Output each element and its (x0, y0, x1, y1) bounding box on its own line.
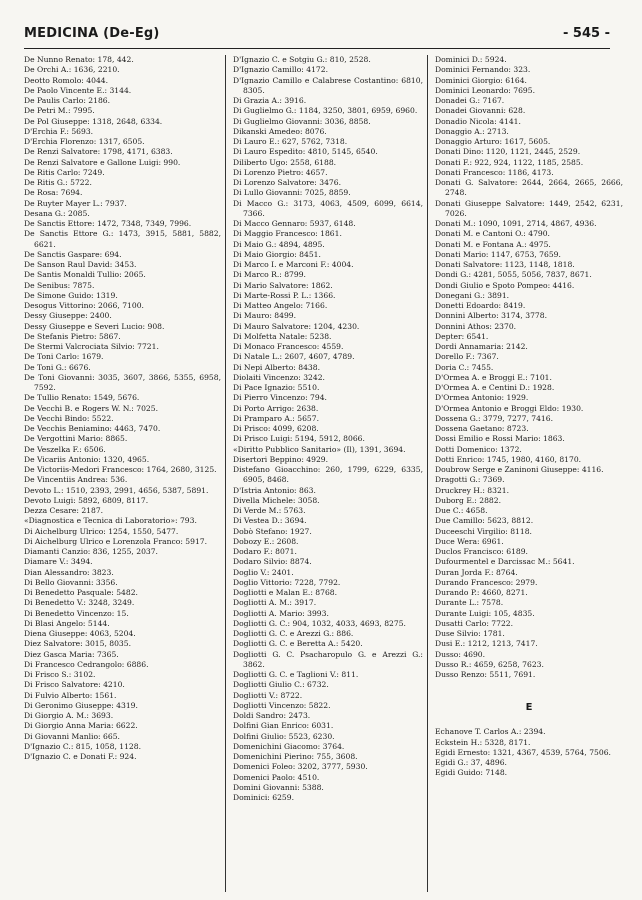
index-entry: Desogus Vittorino: 2066, 7100. (24, 301, 144, 310)
index-entry: Deotto Romolo: 4044. (24, 75, 109, 85)
index-entry: Domenici Paolo: 4510. (233, 772, 320, 782)
index-entry: Di Lorenzo Pietro: 4657. (233, 167, 328, 177)
index-entry: De Toni Carlo: 1679. (24, 352, 104, 362)
page-number: - 545 - (563, 26, 610, 41)
index-entry: De Toni G.: 6676. (24, 362, 91, 372)
index-entry: De Paolo Vincente E.: 3144. (24, 85, 132, 95)
index-entry: De Vicariis Antonio: 1320, 4965. (24, 454, 150, 464)
index-entry: Dominici D.: 5924. (435, 55, 507, 64)
index-entry: Di Lauro Espedito: 4810, 5145, 6540. (233, 147, 378, 157)
index-entry: Egidi Ernesto: 1321, 4367, 4539, 5764, 7506. (435, 747, 611, 757)
index-entry: Di Pace Ignazio: 5510. (233, 383, 320, 392)
index-entry: Duclos Francisco: 6189. (435, 547, 528, 556)
index-entry: Dondi G.: 4281, 5055, 5056, 7837, 8671. (435, 270, 592, 280)
index-entry: Doldi Sandro: 2473. (233, 711, 311, 720)
index-entry: Domini Giovanni: 5388. (233, 782, 324, 792)
index-entry: De Stermi Valcrociata Silvio: 7721. (24, 342, 159, 351)
index-entry: Dusso: 4690. (435, 649, 486, 659)
index-entry: Di Aichelburg Ulrico e Lorenzola Franco: 5917. (24, 536, 208, 546)
index-entry: De Veszelka F.: 6506. (24, 444, 106, 454)
index-entry: Dogliotti G. C. e Beretta A.: 5420. (233, 639, 363, 649)
index-entry: Donaggio Arturo: 1617, 5605. (435, 137, 551, 146)
index-entry: Di Maggio Francesco: 1861. (233, 229, 342, 239)
index-entry: Di Lorenzo Salvatore: 3476. (233, 178, 341, 187)
index-entry: Dossena G.: 3779, 7277, 7416. (435, 413, 554, 423)
index-entry: De Orchi A.: 1636, 2210. (24, 65, 120, 75)
page-title: MEDICINA (De-Eg) (24, 26, 160, 41)
index-entry: D'Ignazio C. e Sotgiu G.: 810, 2528. (233, 55, 371, 64)
index-entry: Di Porto Arrigo: 2638. (233, 403, 319, 413)
index-entry: Donati Dino: 1120, 1121, 2445, 2529. (435, 147, 581, 157)
index-entry: De Stefanis Pietro: 5867. (24, 331, 121, 341)
index-entry: Donati M. e Fontana A.: 4975. (435, 239, 551, 249)
index-entry: Di Mauro: 8499. (233, 311, 297, 321)
index-entry: Di Grazia A.: 3916. (233, 96, 307, 105)
index-entry: Di Pierro Vincenzo: 794. (233, 393, 327, 403)
index-entry: D'Ignazio C. e Donati F.: 924. (24, 752, 137, 761)
index-entry: Di Maio Giorgio: 8451. (233, 249, 321, 259)
index-entry: Di Prisco: 4099, 6208. (233, 424, 319, 433)
index-entry: Doubrow Serge e Zaninoni Giuseppe: 4116. (435, 465, 604, 474)
index-entry: Duborg E.: 2882. (435, 495, 501, 505)
index-entry: De Renzi Salvatore: 1798, 4171, 6383. (24, 147, 173, 157)
index-entry: De Pol Giuseppe: 1318, 2648, 6334. (24, 116, 163, 126)
index-entry: D'Ignazio Camillo e Calabrese Costantino: 6810, 8305. (233, 75, 423, 95)
index-entry: Di Giorgio Anna Maria: 6622. (24, 721, 138, 731)
index-entry: Duceeschi Virgilio: 8118. (435, 526, 532, 536)
index-entry: Dominici Fernando: 323. (435, 65, 531, 75)
index-entry: De Sanctis Ettore G.: 1473, 3915, 5881, 5882, 6621. (24, 229, 221, 249)
page-header (24, 26, 610, 44)
index-entry: Druckrey H.: 8321. (435, 485, 510, 495)
index-entry: Dusatti Carlo: 7722. (435, 618, 514, 628)
index-entry: D'Ormea A. e Centini D.: 1928. (435, 383, 555, 392)
index-entry: Dogliotti G. C.: 904, 1032, 4033, 4693, 8275. (233, 618, 406, 628)
index-entry: Diena Giuseppe: 4063, 5204. (24, 629, 136, 638)
index-entry: Durando P.: 4660, 8271. (435, 588, 528, 597)
index-entry: Devoto Luigi: 5892, 6809, 8117. (24, 495, 149, 505)
index-entry: Diez Salvatore: 3015, 8035. (24, 639, 132, 649)
index-entry: Dessy Giuseppe e Severi Lucio: 908. (24, 321, 165, 331)
index-entry: De Santis Monaldi Tullio: 2065. (24, 270, 146, 280)
index-entry: De Ritis G.: 5722. (24, 178, 92, 187)
index-entry: Donadio Nicola: 4141. (435, 116, 521, 126)
index-entry: Di Giorgio A. M.: 3693. (24, 711, 114, 720)
index-entry: D'Ormea Antonio e Broggi Eldo: 1930. (435, 403, 584, 413)
index-entry: Domenichini Pierino: 755, 3608. (233, 752, 358, 761)
index-entry: Dolfini Gian Enrico: 6031. (233, 721, 334, 731)
index-entry: D'Istria Antonio: 863. (233, 485, 316, 495)
index-column-3-e-entries (435, 727, 623, 778)
index-entry: De Toni Giovanni: 3035, 3607, 3866, 5355, 6958, 7592. (24, 372, 221, 392)
index-entry: De Vecchi Bindo: 5522. (24, 413, 114, 423)
index-entry: Due Camillo: 5623, 8812. (435, 516, 534, 526)
index-entry: De Tullio Renato: 1549, 5676. (24, 393, 140, 403)
index-entry: De Ruyter Mayer L.: 7937. (24, 198, 127, 208)
index-entry: Donadei Giovanni: 628. (435, 106, 526, 116)
index-entry: Doglio V.: 2401. (233, 567, 294, 577)
index-entry: Di Frisco Salvatore: 4210. (24, 680, 125, 690)
index-entry: Di Nepi Alberto: 8438. (233, 362, 321, 372)
index-entry: Donetti Edoardo: 8419. (435, 301, 526, 310)
index-column-2 (225, 55, 423, 892)
index-entry: Di Bello Giovanni: 3356. (24, 577, 118, 587)
index-entry: Donati M. e Cantoni O.: 4790. (435, 229, 550, 239)
index-columns (24, 55, 623, 892)
index-entry: Di Marte-Rossi P. L.: 1366. (233, 290, 336, 300)
index-entry: Dondi Giulio e Spoto Pompeo: 4416. (435, 280, 575, 290)
index-entry: Di Mario Salvatore: 1862. (233, 280, 333, 290)
index-entry: Due C.: 4658. (435, 506, 488, 515)
index-entry: Durando Francesco: 2979. (435, 577, 538, 587)
index-entry: Donnini Athos: 2370. (435, 321, 517, 331)
index-entry: Di Marco I. e Marconi F.: 4004. (233, 260, 354, 269)
index-entry: Desana G.: 2085. (24, 208, 90, 218)
index-entry: Dogliotti A. M.: 3917. (233, 598, 317, 608)
index-entry: Di Verde M.: 5763. (233, 506, 306, 515)
index-entry: Dodaro F.: 8071. (233, 547, 297, 556)
index-entry: Diamare V.: 3494. (24, 557, 93, 567)
index-entry: De Victoriis-Medori Francesco: 1764, 2680, 3125. (24, 465, 217, 474)
index-entry: Di Pramparo A.: 5657. (233, 413, 320, 423)
index-entry: Dominici Giorgio: 6164. (435, 75, 527, 85)
index-entry: Dossena Gaetano: 8723. (435, 424, 529, 433)
index-entry: Egidi Guido: 7148. (435, 768, 508, 778)
index-entry: Di Frisco S.: 3102. (24, 670, 96, 679)
index-entry: Duse Silvio: 1781. (435, 629, 505, 638)
index-entry: D'Ignazio Camillo: 4172. (233, 65, 328, 75)
index-entry: Di Guglielmo Giovanni: 3036, 8858. (233, 116, 371, 126)
index-entry: «Diagnostica e Tecnica di Laboratorio»: 793. (24, 516, 197, 526)
index-entry: Donaggio A.: 2713. (435, 126, 509, 136)
index-entry: Doglio Vittorio: 7228, 7792. (233, 577, 341, 587)
index-entry: De Petri M.: 7995. (24, 106, 95, 116)
index-entry: Dolfini Giulio: 5523, 6230. (233, 731, 335, 741)
index-entry: Echanove T. Carlos A.: 2394. (435, 727, 546, 737)
index-entry: Dotti Domenico: 1372. (435, 444, 522, 454)
index-column-3-d-entries (435, 55, 623, 680)
index-entry: D'Erchia F.: 5693. (24, 126, 94, 136)
index-entry: Diolaiti Vincenzo: 3242. (233, 372, 325, 382)
index-entry: De Rosa: 7694. (24, 188, 83, 198)
index-entry: Dufourmentel e Darcissac M.: 5641. (435, 557, 575, 567)
index-entry: Dogliotti Giulio C.: 6732. (233, 680, 329, 690)
index-entry: Di Maio G.: 4894, 4895. (233, 239, 325, 249)
index-entry: De Nunno Renato: 178, 442. (24, 55, 134, 64)
index-entry: Dogliotti A. Mario: 3993. (233, 608, 329, 618)
index-entry: Dobozy E.: 2608. (233, 536, 299, 546)
index-entry: Di Natale L.: 2607, 4607, 4789. (233, 352, 355, 362)
index-entry: Dusi E.: 1212, 1213, 7417. (435, 639, 538, 649)
header-rule (24, 48, 610, 49)
index-entry: Dogliotti G. C. e Taglioni V.: 811. (233, 670, 359, 679)
index-column-3 (427, 55, 623, 892)
index-entry: De Simone Guido: 1319. (24, 290, 118, 300)
index-entry: Di Giovanni Manlio: 665. (24, 731, 120, 741)
index-entry: Dezza Cesare: 2187. (24, 506, 104, 515)
index-entry: Duce Wera: 6961. (435, 536, 504, 546)
index-entry: Dominici: 6259. (233, 793, 295, 802)
index-entry: Di Benedetto V.: 3248, 3249. (24, 598, 135, 608)
index-entry: D'Ormea A. e Broggi E.: 7101. (435, 372, 552, 382)
index-entry: Donati Mario: 1147, 6753, 7659. (435, 249, 561, 259)
index-entry: Di Fulvio Alberto: 1561. (24, 690, 117, 700)
index-entry: Distefano Gioacchino: 260, 1799, 6229, 6335, 6905, 8468. (233, 465, 423, 485)
index-entry: Donati Giuseppe Salvatore: 1449, 2542, 6231, 7026. (435, 198, 623, 218)
index-entry: D'Ignazio C.: 815, 1058, 1128. (24, 741, 142, 751)
index-entry: Depter: 6541. (435, 331, 489, 341)
index-entry: Dotti Enrico: 1745, 1980, 4160, 8170. (435, 454, 582, 464)
index-entry: Di Benedetto Pasquale: 5482. (24, 588, 138, 597)
index-entry: Di Benedetto Vincenzo: 15. (24, 608, 129, 618)
index-column-1 (24, 55, 221, 892)
index-entry: De Vecchis Beniamino: 4463, 7470. (24, 424, 161, 433)
index-entry: Di Monaco Francesco: 4559. (233, 342, 344, 351)
index-entry: Di Macco Gennaro: 5937, 6148. (233, 219, 356, 228)
index-entry: Dusso Renzo: 5511, 7691. (435, 670, 536, 679)
index-entry: Donati G. Salvatore: 2644, 2664, 2665, 2666, 2748. (435, 178, 623, 198)
index-entry: Di Blasi Angelo: 5144. (24, 618, 110, 628)
index-entry: Di Prisco Luigi: 5194, 5912, 8066. (233, 434, 365, 444)
index-entry: Diez Gasca Maria: 7365. (24, 649, 119, 659)
index-entry: De Vergottini Mario: 8865. (24, 434, 128, 444)
index-entry: Dodaro Silvio: 8874. (233, 557, 312, 567)
index-entry: Dragotti G.: 7369. (435, 475, 505, 485)
index-entry: Di Aichelburg Ulrico: 1254, 1550, 5477. (24, 526, 179, 536)
index-entry: «Diritto Pubblico Sanitario» (Il), 1391, 3694. (233, 444, 406, 454)
index-entry: Durante Luigi: 105, 4835. (435, 608, 535, 618)
index-entry: Dobò Stefano: 1927. (233, 526, 312, 536)
index-entry: De Vincentiis Andrea: 536. (24, 475, 128, 485)
index-entry: Devoto L.: 1510, 2393, 2991, 4656, 5387, 5891. (24, 485, 209, 495)
index-entry: Donati F.: 922, 924, 1122, 1185, 2585. (435, 157, 584, 167)
index-entry: Dogliotti V.: 8722. (233, 690, 303, 700)
index-entry: Dian Alessandro: 3823. (24, 567, 114, 577)
index-entry: Diliberto Ugo: 2558, 6188. (233, 157, 337, 167)
index-entry: De Sanson Raul David: 3453. (24, 260, 137, 269)
index-entry: Durante L.: 7578. (435, 598, 504, 608)
index-entry: Egidi G.: 37, 4896. (435, 758, 507, 767)
index-entry: Dikanski Amedeo: 8076. (233, 126, 327, 136)
index-entry: Dogliotti e Malan E.: 8768. (233, 588, 338, 597)
index-entry: Dorello F.: 7367. (435, 352, 499, 362)
index-entry: Di Lullo Giovanni: 7025, 8859. (233, 188, 351, 198)
index-entry: De Vecchi B. e Rogers W. N.: 7025. (24, 403, 159, 413)
index-entry: Dogliotti G. C. Psacharopulo G. e Arezzi G.: 3862. (233, 649, 423, 669)
index-entry: Doria C.: 7455. (435, 362, 494, 372)
index-entry: Donati Francesco: 1186, 4173. (435, 167, 554, 177)
index-entry: De Ritis Carlo: 7249. (24, 167, 105, 177)
index-entry: Di Geronimo Giuseppe: 4319. (24, 700, 138, 710)
index-entry: Donnini Alberto: 3174, 3778. (435, 311, 547, 321)
index-entry: D'Ormea Antonio: 1929. (435, 393, 529, 403)
index-entry: Di Guglielmo G.: 1184, 3250, 3801, 6959, 6960. (233, 106, 418, 116)
index-entry: De Sanctis Ettore: 1472, 7348, 7349, 7996. (24, 219, 192, 228)
index-entry: Domenici Foleo: 3202, 3777, 5930. (233, 762, 368, 772)
index-entry: Dessy Giuseppe: 2400. (24, 311, 112, 321)
index-entry: Domenichini Giacomo: 3764. (233, 741, 345, 751)
index-entry: Donegani G.: 3891. (435, 290, 510, 300)
index-entry: Disertori Beppino: 4929. (233, 454, 329, 464)
index-entry: De Renzi Salvatore e Gallone Luigi: 990. (24, 157, 181, 167)
index-entry: Donati M.: 1090, 1091, 2714, 4867, 4936. (435, 219, 597, 228)
index-entry: Donadei G.: 7167. (435, 96, 505, 105)
index-entry: De Sanctis Gaspare: 694. (24, 249, 122, 259)
index-entry: Dusso R.: 4659, 6258, 7623. (435, 659, 544, 669)
section-letter-heading: E (525, 702, 533, 714)
index-entry: De Paulis Carlo: 2186. (24, 96, 111, 105)
index-entry: Di Francesco Cedrangolo: 6886. (24, 659, 149, 669)
index-entry: Eckstein H.: 5328, 8171. (435, 737, 531, 747)
index-entry: Dordi Annamaria: 2142. (435, 342, 528, 351)
index-entry: Divella Michele: 3058. (233, 495, 320, 505)
index-entry: Dominici Leonardo: 7695. (435, 85, 536, 95)
index-entry: De Senibus: 7875. (24, 280, 95, 290)
index-entry: Di Mauro Salvatore: 1204, 4230. (233, 321, 360, 331)
index-entry: Di Matteo Angelo: 7166. (233, 301, 328, 310)
index-entry: Duran Jorda F.: 8764. (435, 567, 518, 577)
index-entry: Diamanti Canzio: 836, 1255, 2037. (24, 547, 158, 556)
index-entry: Di Lauro E.: 627, 5762, 7318. (233, 137, 348, 146)
index-entry: Dogliotti G. C. e Arezzi G.: 886. (233, 629, 354, 638)
index-entry: Di Molfetta Natale: 5238. (233, 331, 332, 341)
index-entry: Dogliotti Vincenzo: 5822. (233, 700, 331, 710)
index-entry: Di Marco R.: 8799. (233, 270, 306, 280)
index-entry: Di Macco G.: 3173, 4063, 4509, 6099, 6614, 7366. (233, 198, 423, 218)
index-entry: D'Erchia Florenzo: 1317, 6505. (24, 137, 145, 146)
index-entry: Dossi Emilio e Rossi Mario: 1863. (435, 434, 565, 444)
index-entry: Di Vestea D.: 3694. (233, 516, 307, 526)
index-entry: Donati Salvatore: 1123, 1148, 1818. (435, 260, 575, 269)
